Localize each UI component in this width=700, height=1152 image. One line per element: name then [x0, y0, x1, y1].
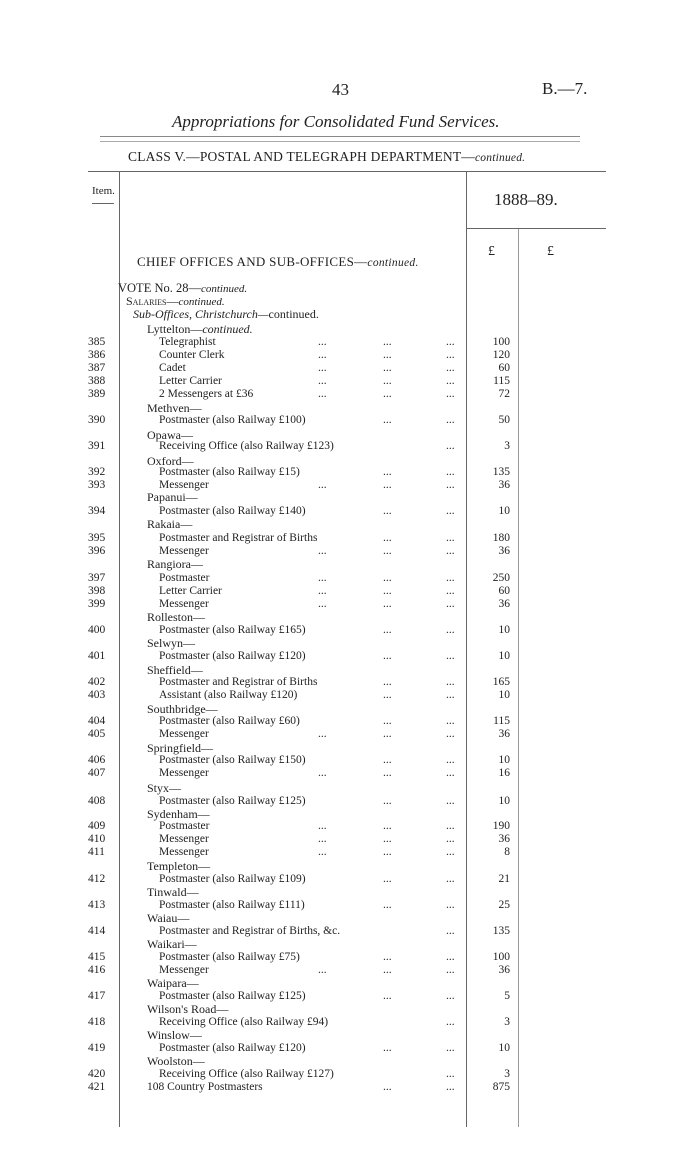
item-number: 402	[88, 676, 106, 688]
item-description: Postmaster (also Railway £140)	[159, 505, 306, 517]
leader-dots: ...	[318, 545, 327, 557]
leader-dots: ...	[446, 754, 455, 766]
lyttelton-text: Lyttelton—	[147, 322, 203, 336]
table-row	[0, 715, 700, 728]
table-row	[0, 349, 700, 362]
item-number: 420	[88, 1068, 106, 1080]
leader-dots: ...	[318, 598, 327, 610]
place-heading: Sydenham—	[147, 807, 210, 821]
table-row	[0, 1042, 700, 1055]
leader-dots: ...	[383, 414, 392, 426]
leader-dots: ...	[446, 545, 455, 557]
place-heading: Wilson's Road—	[147, 1002, 229, 1016]
item-column-header: Item.	[92, 185, 115, 197]
item-amount: 10	[498, 1042, 510, 1054]
table-row	[0, 479, 700, 492]
leader-dots: ...	[446, 1081, 455, 1093]
table-row	[0, 1068, 700, 1081]
leader-dots: ...	[446, 899, 455, 911]
item-amount: 3	[504, 1068, 510, 1080]
item-amount: 10	[498, 795, 510, 807]
leader-dots: ...	[383, 388, 392, 400]
place-heading: Rangiora—	[147, 557, 203, 571]
leader-dots: ...	[446, 795, 455, 807]
item-amount: 180	[492, 532, 510, 544]
table-row	[0, 1081, 700, 1094]
table-top-rule	[88, 171, 606, 172]
leader-dots: ...	[383, 1042, 392, 1054]
currency-symbol-1: £	[488, 244, 495, 259]
leader-dots: ...	[446, 598, 455, 610]
item-number: 400	[88, 624, 106, 636]
table-row	[0, 336, 700, 349]
item-number: 396	[88, 545, 106, 557]
item-amount: 36	[498, 479, 510, 491]
table-row	[0, 689, 700, 702]
place-heading: Winslow—	[147, 1028, 202, 1042]
item-number: 395	[88, 532, 106, 544]
place-heading: Waiau—	[147, 911, 190, 925]
lyttelton-heading	[147, 322, 253, 337]
vote-cont: continued.	[200, 283, 248, 295]
place-heading: Templeton—	[147, 859, 211, 873]
leader-dots: ...	[318, 964, 327, 976]
document-reference: B.—7.	[542, 79, 588, 98]
item-number: 388	[88, 375, 106, 387]
leader-dots: ...	[446, 964, 455, 976]
title-rule	[100, 136, 580, 137]
leader-dots: ...	[383, 598, 392, 610]
item-number: 414	[88, 925, 106, 937]
leader-dots: ...	[383, 532, 392, 544]
item-description: Postmaster (also Railway £150)	[159, 754, 306, 766]
leader-dots: ...	[383, 336, 392, 348]
item-description: Postmaster (also Railway £120)	[159, 1042, 306, 1054]
table-row	[0, 767, 700, 780]
item-description: Receiving Office (also Railway £123)	[159, 440, 334, 452]
leader-dots: ...	[446, 572, 455, 584]
item-description: Postmaster (also Railway £60)	[159, 715, 300, 727]
leader-dots: ...	[383, 846, 392, 858]
leader-dots: ...	[383, 820, 392, 832]
table-row	[0, 362, 700, 375]
item-amount: 8	[504, 846, 510, 858]
leader-dots: ...	[383, 1081, 392, 1093]
leader-dots: ...	[383, 795, 392, 807]
table-row	[0, 925, 700, 938]
table-row	[0, 951, 700, 964]
leader-dots: ...	[383, 715, 392, 727]
leader-dots: ...	[318, 833, 327, 845]
page-number: 43	[332, 80, 349, 99]
item-number: 411	[88, 846, 105, 858]
place-heading: Sheffield—	[147, 663, 203, 677]
item-description: Postmaster (also Railway £109)	[159, 873, 306, 885]
item-description: Messenger	[159, 598, 209, 610]
item-amount: 16	[498, 767, 510, 779]
suboffices-text: Sub-Offices, Christchurch—	[133, 307, 269, 321]
leader-dots: ...	[383, 951, 392, 963]
table-row	[0, 598, 700, 611]
item-description: Postmaster and Registrar of Births	[159, 676, 318, 688]
item-number: 403	[88, 689, 106, 701]
item-number: 410	[88, 833, 106, 845]
item-description: Postmaster (also Railway £75)	[159, 951, 300, 963]
leader-dots: ...	[383, 689, 392, 701]
item-number: 419	[88, 1042, 106, 1054]
table-row	[0, 585, 700, 598]
place-heading: Opawa—	[147, 428, 193, 442]
item-amount: 36	[498, 964, 510, 976]
leader-dots: ...	[383, 873, 392, 885]
leader-dots: ...	[318, 728, 327, 740]
item-amount: 72	[498, 388, 510, 400]
table-row	[0, 1016, 700, 1029]
leader-dots: ...	[446, 505, 455, 517]
item-amount: 10	[498, 689, 510, 701]
item-number: 397	[88, 572, 106, 584]
item-description: Postmaster and Registrar of Births, &c.	[159, 925, 341, 937]
item-description: Postmaster	[159, 820, 210, 832]
item-amount: 10	[498, 505, 510, 517]
item-number: 413	[88, 899, 106, 911]
item-amount: 10	[498, 754, 510, 766]
table-row	[0, 676, 700, 689]
place-heading: Springfield—	[147, 741, 213, 755]
item-description: Messenger	[159, 833, 209, 845]
leader-dots: ...	[383, 545, 392, 557]
leader-dots: ...	[446, 624, 455, 636]
table-row	[0, 899, 700, 912]
item-amount: 36	[498, 545, 510, 557]
salaries-text: Salaries—	[126, 294, 179, 308]
leader-dots: ...	[446, 1016, 455, 1028]
leader-dots: ...	[446, 414, 455, 426]
item-amount: 5	[504, 990, 510, 1002]
item-amount: 60	[498, 362, 510, 374]
leader-dots: ...	[318, 846, 327, 858]
item-description: 2 Messengers at £36	[159, 388, 254, 400]
item-number: 399	[88, 598, 106, 610]
item-description: Receiving Office (also Railway £94)	[159, 1016, 329, 1028]
item-amount: 36	[498, 728, 510, 740]
place-heading: Southbridge—	[147, 702, 218, 716]
item-number: 418	[88, 1016, 106, 1028]
leader-dots: ...	[446, 362, 455, 374]
item-amount: 115	[493, 375, 510, 387]
leader-dots: ...	[446, 833, 455, 845]
year-header-rule	[466, 228, 606, 229]
leader-dots: ...	[383, 728, 392, 740]
item-number: 412	[88, 873, 106, 885]
item-amount: 10	[498, 624, 510, 636]
leader-dots: ...	[446, 990, 455, 1002]
place-heading: Woolston—	[147, 1054, 205, 1068]
item-number: 387	[88, 362, 106, 374]
item-description: Postmaster (also Railway £111)	[159, 899, 305, 911]
leader-dots: ...	[318, 767, 327, 779]
item-number: 417	[88, 990, 106, 1002]
table-row	[0, 795, 700, 808]
leader-dots: ...	[383, 479, 392, 491]
leader-dots: ...	[446, 925, 455, 937]
item-number: 392	[88, 466, 106, 478]
item-description: Messenger	[159, 545, 209, 557]
leader-dots: ...	[383, 624, 392, 636]
item-amount: 165	[492, 676, 510, 688]
leader-dots: ...	[383, 362, 392, 374]
item-number: 394	[88, 505, 106, 517]
leader-dots: ...	[446, 728, 455, 740]
place-heading: Selwyn—	[147, 636, 195, 650]
item-amount: 120	[492, 349, 510, 361]
item-number: 408	[88, 795, 106, 807]
place-heading: Oxford—	[147, 454, 194, 468]
leader-dots: ...	[446, 820, 455, 832]
leader-dots: ...	[383, 833, 392, 845]
table-row	[0, 964, 700, 977]
class-heading-cont: continued.	[475, 152, 526, 164]
leader-dots: ...	[383, 375, 392, 387]
item-description: Messenger	[159, 964, 209, 976]
leader-dots: ...	[446, 466, 455, 478]
item-description: Messenger	[159, 479, 209, 491]
place-heading: Methven—	[147, 401, 202, 415]
leader-dots: ...	[446, 676, 455, 688]
section-title-cont: continued.	[367, 257, 419, 269]
leader-dots: ...	[318, 585, 327, 597]
leader-dots: ...	[446, 349, 455, 361]
item-amount: 50	[498, 414, 510, 426]
leader-dots: ...	[446, 715, 455, 727]
item-amount: 36	[498, 598, 510, 610]
leader-dots: ...	[383, 585, 392, 597]
item-amount: 10	[498, 650, 510, 662]
leader-dots: ...	[446, 1042, 455, 1054]
leader-dots: ...	[318, 336, 327, 348]
table-row	[0, 414, 700, 427]
leader-dots: ...	[383, 964, 392, 976]
leader-dots: ...	[446, 336, 455, 348]
leader-dots: ...	[446, 767, 455, 779]
item-description: Postmaster (also Railway £125)	[159, 990, 306, 1002]
leader-dots: ...	[383, 754, 392, 766]
item-amount: 135	[492, 925, 510, 937]
leader-dots: ...	[446, 951, 455, 963]
item-number: 390	[88, 414, 106, 426]
class-heading	[128, 149, 525, 165]
table-row	[0, 375, 700, 388]
item-amount: 100	[492, 336, 510, 348]
table-row	[0, 820, 700, 833]
table-row	[0, 624, 700, 637]
item-amount: 60	[498, 585, 510, 597]
item-number: 391	[88, 440, 106, 452]
title-rule-lower	[100, 141, 580, 142]
item-description: Postmaster (also Railway £165)	[159, 624, 306, 636]
leader-dots: ...	[383, 676, 392, 688]
leader-dots: ...	[446, 375, 455, 387]
item-description: Assistant (also Railway £120)	[159, 689, 298, 701]
leader-dots: ...	[318, 820, 327, 832]
item-description: Postmaster and Registrar of Births	[159, 532, 318, 544]
year-column-header: 1888–89.	[494, 190, 558, 209]
item-number: 407	[88, 767, 106, 779]
class-heading-text: CLASS V.—POSTAL AND TELEGRAPH DEPARTMENT—	[128, 149, 475, 164]
section-title	[137, 254, 419, 270]
leader-dots: ...	[383, 990, 392, 1002]
item-description: Postmaster (also Railway £15)	[159, 466, 300, 478]
place-heading: Rakaia—	[147, 517, 193, 531]
leader-dots: ...	[446, 440, 455, 452]
table-row	[0, 388, 700, 401]
leader-dots: ...	[383, 572, 392, 584]
item-amount: 190	[492, 820, 510, 832]
item-amount: 135	[492, 466, 510, 478]
item-number: 404	[88, 715, 106, 727]
place-heading: Papanui—	[147, 490, 198, 504]
vote-text: VOTE No. 28—	[118, 281, 201, 295]
leader-dots: ...	[318, 572, 327, 584]
table-row	[0, 754, 700, 767]
leader-dots: ...	[383, 899, 392, 911]
item-description: Messenger	[159, 728, 209, 740]
item-description: Cadet	[159, 362, 186, 374]
item-description: Messenger	[159, 846, 209, 858]
table-row	[0, 532, 700, 545]
leader-dots: ...	[446, 532, 455, 544]
item-description: Postmaster	[159, 572, 210, 584]
item-number: 409	[88, 820, 106, 832]
leader-dots: ...	[446, 873, 455, 885]
item-number: 421	[88, 1081, 106, 1093]
item-description: 108 Country Postmasters	[147, 1081, 263, 1093]
leader-dots: ...	[318, 349, 327, 361]
place-heading: Styx—	[147, 781, 182, 795]
leader-dots: ...	[446, 388, 455, 400]
item-number: 389	[88, 388, 106, 400]
table-row	[0, 833, 700, 846]
item-number: 406	[88, 754, 106, 766]
table-row	[0, 846, 700, 859]
item-number: 385	[88, 336, 106, 348]
item-description: Letter Carrier	[159, 585, 222, 597]
item-description: Postmaster (also Railway £100)	[159, 414, 306, 426]
place-heading: Waipara—	[147, 976, 199, 990]
leader-dots: ...	[383, 767, 392, 779]
leader-dots: ...	[383, 349, 392, 361]
item-amount: 115	[493, 715, 510, 727]
table-row	[0, 572, 700, 585]
table-row	[0, 466, 700, 479]
leader-dots: ...	[318, 375, 327, 387]
table-row	[0, 650, 700, 663]
item-amount: 250	[492, 572, 510, 584]
suboffices-heading	[133, 307, 319, 322]
table-row	[0, 990, 700, 1003]
item-description: Counter Clerk	[159, 349, 225, 361]
leader-dots: ...	[383, 650, 392, 662]
page-title: Appropriations for Consolidated Fund Services.	[172, 112, 500, 131]
item-description: Telegraphist	[159, 336, 216, 348]
item-number: 398	[88, 585, 106, 597]
item-amount: 3	[504, 1016, 510, 1028]
currency-symbol-2: £	[547, 244, 554, 259]
lyttelton-cont: continued.	[202, 322, 253, 336]
section-title-text: CHIEF OFFICES AND SUB-OFFICES—	[137, 254, 368, 269]
item-number: 415	[88, 951, 106, 963]
item-amount: 21	[498, 873, 510, 885]
leader-dots: ...	[446, 1068, 455, 1080]
table-row	[0, 545, 700, 558]
item-number: 393	[88, 479, 106, 491]
table-row	[0, 728, 700, 741]
item-description: Postmaster (also Railway £125)	[159, 795, 306, 807]
item-amount: 25	[498, 899, 510, 911]
item-amount: 3	[504, 440, 510, 452]
item-number: 386	[88, 349, 106, 361]
leader-dots: ...	[446, 479, 455, 491]
leader-dots: ...	[446, 650, 455, 662]
item-amount: 100	[492, 951, 510, 963]
place-heading: Waikari—	[147, 937, 197, 951]
table-row	[0, 440, 700, 453]
leader-dots: ...	[446, 846, 455, 858]
item-amount: 875	[492, 1081, 510, 1093]
item-description: Messenger	[159, 767, 209, 779]
item-header-rule	[92, 203, 114, 204]
leader-dots: ...	[446, 585, 455, 597]
place-heading: Tinwald—	[147, 885, 199, 899]
leader-dots: ...	[446, 689, 455, 701]
item-description: Postmaster (also Railway £120)	[159, 650, 306, 662]
leader-dots: ...	[318, 388, 327, 400]
place-heading: Rolleston—	[147, 610, 206, 624]
leader-dots: ...	[318, 479, 327, 491]
salaries-cont: continued.	[178, 296, 225, 308]
item-description: Letter Carrier	[159, 375, 222, 387]
item-description: Receiving Office (also Railway £127)	[159, 1068, 334, 1080]
item-number: 416	[88, 964, 106, 976]
item-amount: 36	[498, 833, 510, 845]
leader-dots: ...	[383, 466, 392, 478]
item-number: 401	[88, 650, 106, 662]
table-row	[0, 873, 700, 886]
item-number: 405	[88, 728, 106, 740]
leader-dots: ...	[383, 505, 392, 517]
table-row	[0, 505, 700, 518]
leader-dots: ...	[318, 362, 327, 374]
suboffices-cont: continued.	[268, 307, 319, 321]
